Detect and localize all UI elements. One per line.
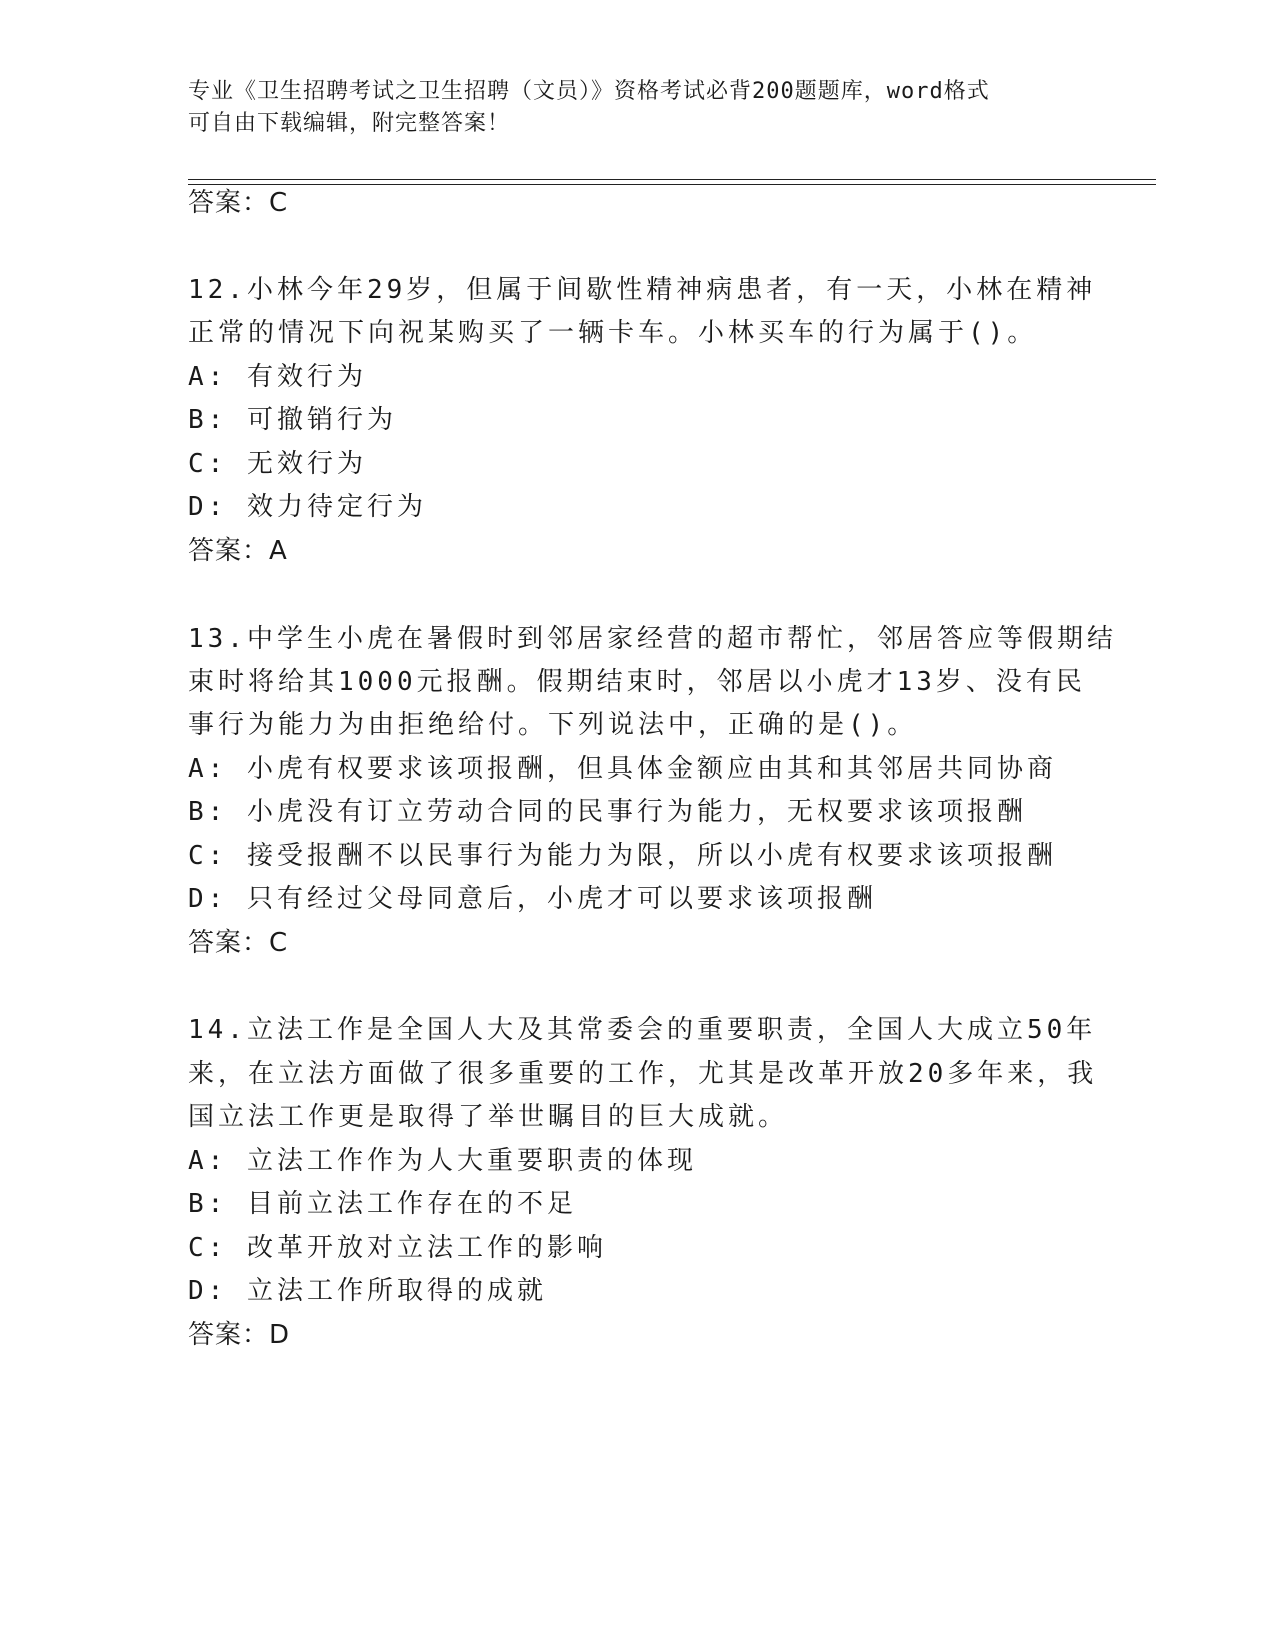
q13-answer: 答案：C bbox=[188, 928, 289, 958]
q13-stem-line-2: 束时将给其1000元报酬。假期结束时，邻居以小虎才13岁、没有民 bbox=[188, 667, 1086, 697]
q12-option-b: B: 可撤销行为 bbox=[188, 405, 397, 435]
document-header bbox=[188, 76, 1088, 140]
q14-answer: 答案：D bbox=[188, 1320, 291, 1350]
header-divider-top bbox=[188, 179, 1156, 180]
q14-stem-line-2: 来，在立法方面做了很多重要的工作，尤其是改革开放20多年来，我 bbox=[188, 1059, 1098, 1089]
header-line-2: 可自由下载编辑，附完整答案！ bbox=[188, 111, 511, 136]
q14-stem-line-1: 14.立法工作是全国人大及其常委会的重要职责，全国人大成立50年 bbox=[188, 1015, 1097, 1045]
q14-option-a: A: 立法工作作为人大重要职责的体现 bbox=[188, 1146, 697, 1176]
header-line-1: 专业《卫生招聘考试之卫生招聘（文员）》资格考试必背200题题库，word格式 bbox=[188, 79, 990, 104]
previous-answer: 答案：C bbox=[188, 188, 289, 218]
q13-option-c: C: 接受报酬不以民事行为能力为限，所以小虎有权要求该项报酬 bbox=[188, 841, 1057, 871]
q12-answer: 答案：A bbox=[188, 536, 288, 566]
q12-option-a: A: 有效行为 bbox=[188, 362, 367, 392]
q12-stem-line-1: 12.小林今年29岁，但属于间歇性精神病患者，有一天，小林在精神 bbox=[188, 275, 1097, 305]
q14-option-d: D: 立法工作所取得的成就 bbox=[188, 1276, 547, 1306]
q14-option-c: C: 改革开放对立法工作的影响 bbox=[188, 1233, 607, 1263]
q12-stem-line-2: 正常的情况下向祝某购买了一辆卡车。小林买车的行为属于()。 bbox=[188, 318, 1038, 348]
q14-option-b: B: 目前立法工作存在的不足 bbox=[188, 1189, 577, 1219]
q13-option-a: A: 小虎有权要求该项报酬，但具体金额应由其和其邻居共同协商 bbox=[188, 754, 1057, 784]
q13-stem-line-3: 事行为能力为由拒绝给付。下列说法中，正确的是()。 bbox=[188, 710, 918, 740]
q13-stem-line-1: 13.中学生小虎在暑假时到邻居家经营的超市帮忙，邻居答应等假期结 bbox=[188, 624, 1117, 654]
q12-option-d: D: 效力待定行为 bbox=[188, 492, 427, 522]
header-divider-bottom bbox=[188, 184, 1156, 185]
q14-stem-line-3: 国立法工作更是取得了举世瞩目的巨大成就。 bbox=[188, 1102, 789, 1132]
q13-option-b: B: 小虎没有订立劳动合同的民事行为能力，无权要求该项报酬 bbox=[188, 797, 1027, 827]
q12-option-c: C: 无效行为 bbox=[188, 449, 367, 479]
q13-option-d: D: 只有经过父母同意后，小虎才可以要求该项报酬 bbox=[188, 884, 877, 914]
